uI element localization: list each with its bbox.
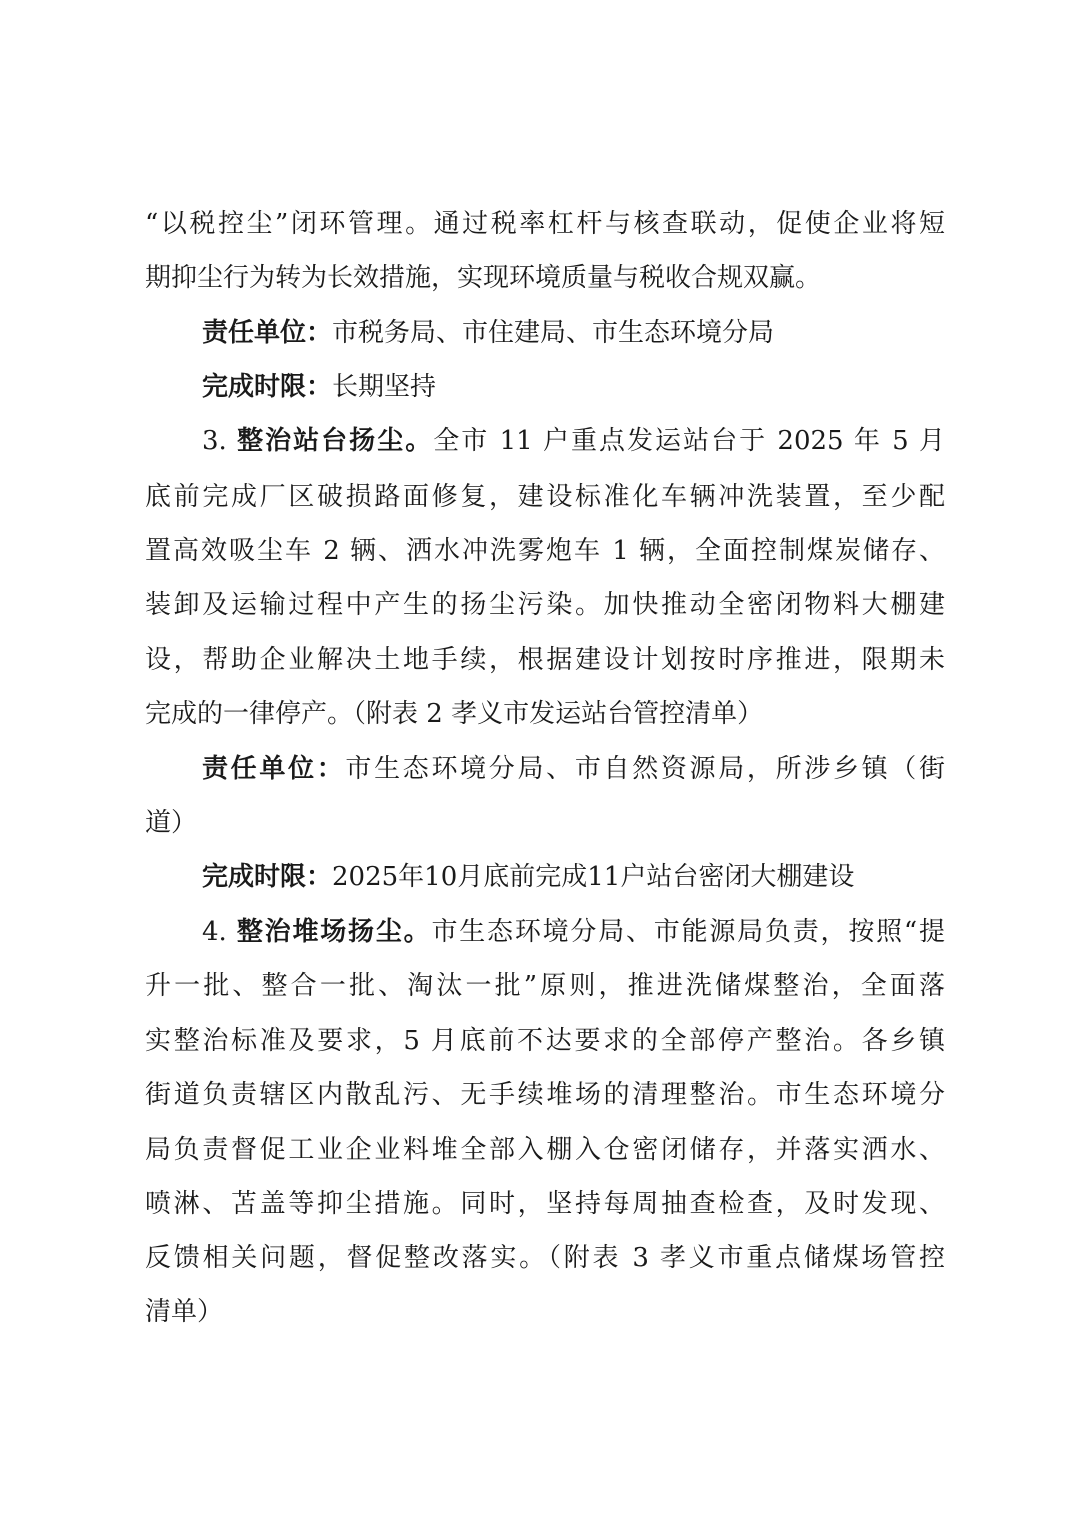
paragraph-line: [145, 640, 945, 680]
responsible-unit-label: 责任单位：: [202, 754, 346, 784]
responsible-unit-line: [202, 313, 945, 353]
section-heading-line: [202, 421, 945, 461]
line-text: 清单）: [145, 1297, 224, 1327]
deadline-label: 完成时限：: [202, 862, 333, 892]
paragraph-line: [145, 258, 945, 298]
line-text: 局负责督促工业企业料堆全部入棚入仓密闭储存，并落实洒水、: [145, 1135, 945, 1165]
line-text: 设，帮助企业解决土地手续，根据建设计划按时序推进，限期未: [145, 645, 945, 675]
paragraph-line: [145, 477, 945, 517]
line-text: 期抑尘行为转为长效措施，实现环境质量与税收合规双赢。: [145, 263, 822, 293]
line-text: 街道负责辖区内散乱污、无手续堆场的清理整治。市生态环境分: [145, 1080, 945, 1110]
line-text: 升一批、整合一批、淘汰一批”原则，推进洗储煤整治，全面落: [145, 971, 945, 1001]
responsible-unit-line: [202, 749, 945, 789]
deadline-text: 2025年10月底前完成11户站台密闭大棚建设: [332, 862, 855, 892]
paragraph-line: [145, 531, 945, 571]
line-text: 完成的一律停产。（附表 2 孝义市发运站台管控清单）: [145, 699, 764, 729]
line-text: 喷淋、苫盖等抑尘措施。同时，坚持每周抽查检查，及时发现、: [145, 1189, 945, 1219]
line-text: 底前完成厂区破损路面修复，建设标准化车辆冲洗装置，至少配: [145, 482, 945, 512]
line-text: 道）: [145, 808, 198, 838]
responsible-unit-text: 市税务局、市住建局、市生态环境分局: [332, 318, 775, 348]
paragraph-line: [145, 1130, 945, 1170]
paragraph-line: [145, 585, 945, 625]
section-heading-line: [202, 912, 945, 952]
paragraph-line: [145, 1184, 945, 1224]
section-heading: 整治堆场扬尘。: [236, 917, 432, 947]
paragraph-line: [145, 1238, 945, 1278]
section-number: 4.: [202, 917, 237, 947]
paragraph-line: [145, 694, 945, 734]
line-text: 实整治标准及要求，5 月底前不达要求的全部停产整治。各乡镇: [145, 1026, 945, 1056]
paragraph-line: [145, 966, 945, 1006]
line-text: 全市 11 户重点发运站台于 2025 年 5 月: [433, 426, 945, 456]
line-text: “以税控尘”闭环管理。通过税率杠杆与核查联动，促使企业将短: [145, 209, 945, 239]
paragraph-line: [145, 1292, 945, 1332]
section-heading: 整治站台扬尘。: [237, 426, 434, 456]
paragraph-line: [145, 1021, 945, 1061]
paragraph-line: [145, 204, 945, 244]
deadline-text: 长期坚持: [332, 372, 437, 402]
responsible-unit-text: 市生态环境分局、市自然资源局，所涉乡镇（街: [345, 754, 945, 784]
responsible-unit-label: 责任单位：: [202, 318, 333, 348]
line-text: 市生态环境分局、市能源局负责，按照“提: [431, 917, 945, 947]
paragraph-line: [145, 1075, 945, 1115]
paragraph-line: [145, 803, 945, 843]
deadline-line: [202, 367, 945, 407]
deadline-label: 完成时限：: [202, 372, 333, 402]
section-number: 3.: [202, 426, 238, 456]
deadline-line: [202, 857, 945, 897]
line-text: 置高效吸尘车 2 辆、洒水冲洗雾炮车 1 辆，全面控制煤炭储存、: [145, 536, 945, 566]
line-text: 装卸及运输过程中产生的扬尘污染。加快推动全密闭物料大棚建: [145, 590, 945, 620]
line-text: 反馈相关问题，督促整改落实。（附表 3 孝义市重点储煤场管控: [145, 1243, 945, 1273]
